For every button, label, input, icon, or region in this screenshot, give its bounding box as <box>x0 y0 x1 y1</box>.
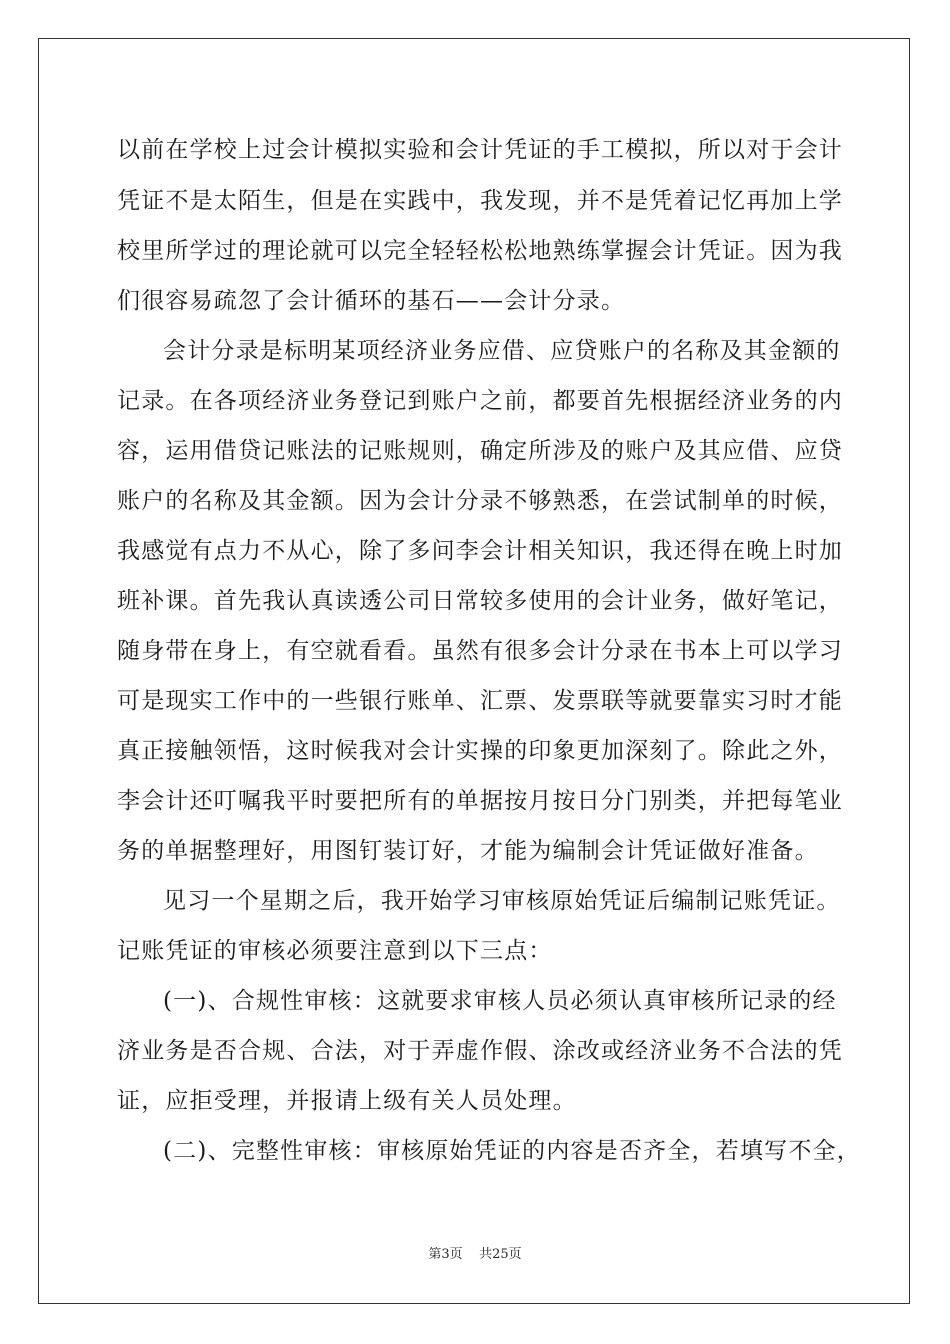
text-line: 容，运用借贷记账法的记账规则，确定所涉及的账户及其应借、应贷 <box>117 438 843 464</box>
text-line: 李会计还叮嘱我平时要把所有的单据按月按日分门别类，并把每笔业 <box>117 788 843 814</box>
text-line: 可是现实工作中的一些银行账单、汇票、发票联等就要靠实习时才能 <box>117 688 843 714</box>
text-line: 以前在学校上过会计模拟实验和会计凭证的手工模拟，所以对于会计 <box>117 137 843 163</box>
text-line: 我感觉有点力不从心，除了多问李会计相关知识，我还得在晚上时加 <box>117 538 843 564</box>
paragraph-first-line: 见习一个星期之后，我开始学习审核原始凭证后编制记账凭证。 <box>163 888 841 914</box>
text-line: 账户的名称及其金额。因为会计分录不够熟悉，在尝试制单的时候， <box>117 488 843 514</box>
text-line: 证，应拒受理，并报请上级有关人员处理。 <box>117 1088 577 1114</box>
text-line: 班补课。首先我认真读透公司日常较多使用的会计业务，做好笔记， <box>117 588 843 614</box>
text-line: 真正接触领悟，这时候我对会计实操的印象更加深刻了。除此之外， <box>117 738 843 764</box>
page-number-label: 第3页 共25页 <box>428 1247 522 1262</box>
paragraph-first-line: 会计分录是标明某项经济业务应借、应贷账户的名称及其金额的 <box>163 338 841 364</box>
paragraph-first-line: (二)、完整性审核：审核原始凭证的内容是否齐全，若填写不全， <box>163 1138 861 1164</box>
text-line: 们很容易疏忽了会计循环的基石——会计分录。 <box>117 288 626 314</box>
text-line: 随身带在身上，有空就看看。虽然有很多会计分录在书本上可以学习 <box>117 638 843 664</box>
text-line: 务的单据整理好，用图钉装订好，才能为编制会计凭证做好准备。 <box>117 838 819 864</box>
text-line: 校里所学过的理论就可以完全轻轻松松地熟练掌握会计凭证。因为我 <box>117 238 843 264</box>
text-line: 记账凭证的审核必须要注意到以下三点： <box>117 938 553 964</box>
text-line: 凭证不是太陌生，但是在实践中，我发现，并不是凭着记忆再加上学 <box>117 188 843 214</box>
text-line: 济业务是否合规、合法，对于弄虚作假、涂改或经济业务不合法的凭 <box>117 1038 843 1064</box>
page-footer <box>0 1243 950 1262</box>
text-line: 记录。在各项经济业务登记到账户之前，都要首先根据经济业务的内 <box>117 388 843 414</box>
paragraph-first-line: (一)、合规性审核：这就要求审核人员必须认真审核所记录的经 <box>163 988 837 1014</box>
